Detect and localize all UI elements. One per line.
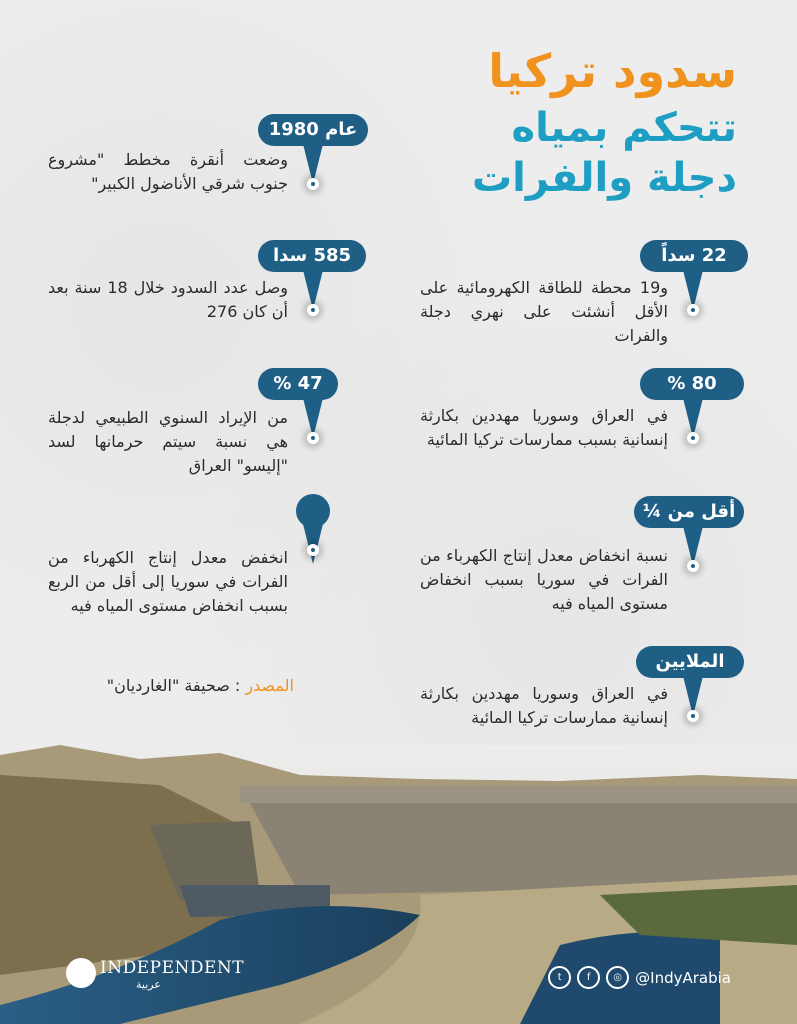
twitter-icon[interactable]: t [548, 966, 571, 989]
pill-millions: الملايين [636, 646, 744, 678]
item-47-text: من الإيراد السنوي الطبيعي لدجلة هي نسبة سيتم حرمانها لسد "إليسو" العراق [48, 408, 288, 475]
marker-dot [687, 710, 699, 722]
source-label: المصدر [245, 676, 294, 695]
marker-dot [307, 544, 319, 556]
item-quarter-right-text: نسبة انخفاض معدل إنتاج الكهرباء من الفرات في سوريا بسبب انخفاض مستوى المياه فيه [420, 546, 668, 613]
item-585-text: وصل عدد السدود خلال 18 سنة بعد أن كان 276 [48, 278, 289, 321]
pill-1980: عام 1980 [258, 114, 368, 146]
pill-47: 47 % [258, 368, 338, 400]
instagram-icon[interactable]: ◎ [606, 966, 629, 989]
pill-585: 585 سدا [258, 240, 366, 272]
source-line [64, 676, 294, 695]
marker-dot [687, 432, 699, 444]
title-line-3: دجلة والفرات [471, 155, 737, 201]
marker-dot [307, 432, 319, 444]
marker-dot [687, 560, 699, 572]
pill-80: 80 % [640, 368, 744, 400]
item-22-text: و19 محطة للطاقة الكهرومائية على الأقل أنشئت على نهري دجلة والفرات [420, 278, 668, 345]
title-line-2: تتحكم بمياه [511, 105, 737, 151]
marker-dot [307, 178, 319, 190]
independent-logo-icon [66, 958, 96, 988]
facebook-icon[interactable]: f [577, 966, 600, 989]
pill-quarter: أقل من ¼ [634, 496, 744, 528]
marker-dot [687, 304, 699, 316]
social-handle[interactable]: @IndyArabia [635, 968, 731, 987]
item-quarter-left-text: انخفض معدل إنتاج الكهرباء من الفرات في سوريا إلى أقل من الربع بسبب انخفاض مستوى المياه فيه [48, 548, 288, 615]
marker-dot [307, 304, 319, 316]
source-text: : صحيفة "الغارديان" [106, 676, 241, 695]
social-bar [548, 966, 731, 989]
brand-name: INDEPENDENT [100, 958, 245, 978]
item-80-text: في العراق وسوريا مهددين بكارثة إنسانية بسبب ممارسات تركيا المائية [420, 406, 668, 449]
pill-tail [302, 520, 324, 564]
item-1980-text: وضعت أنقرة مخطط "مشروع جنوب شرقي الأناضول الكبير" [48, 150, 288, 193]
pill-22: 22 سداً [640, 240, 748, 272]
title-line-1: سدود تركيا [488, 44, 737, 98]
brand-sub: عربية [136, 978, 161, 991]
item-millions-text: في العراق وسوريا مهددين بكارثة إنسانية ممارسات تركيا المائية [420, 684, 668, 727]
brand-logo [100, 958, 244, 991]
